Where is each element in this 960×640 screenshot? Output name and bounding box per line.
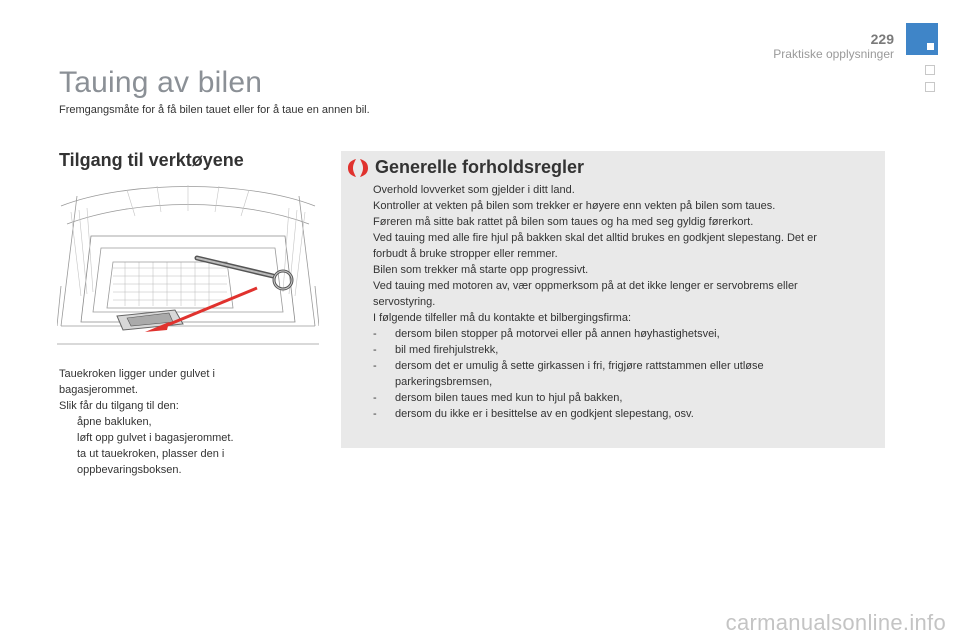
warning-case-text: dersom bilen taues med kun to hjul på bakken, xyxy=(395,392,623,404)
section-tab xyxy=(925,82,935,92)
warning-case-text: dersom du ikke er i besittelse av en godkjent slepestang, osv. xyxy=(395,408,694,420)
page-subtitle: Fremgangsmåte for å få bilen tauet eller for å taue en annen bil. xyxy=(59,104,370,116)
tools-step xyxy=(59,446,309,478)
warning-line: servostyring. xyxy=(373,296,436,308)
section-tab xyxy=(925,65,935,75)
warning-line: Føreren må sitte bak rattet på bilen som taues og ha med seg gyldig førerkort. xyxy=(373,216,754,228)
page-title: Tauing av bilen xyxy=(59,66,263,99)
bullet-icon xyxy=(59,446,77,478)
trunk-illustration-svg xyxy=(57,176,319,354)
tools-intro-line: bagasjerommet. xyxy=(59,384,138,396)
dash-marker: - xyxy=(373,408,377,420)
tools-step-text: oppbevaringsboksen. xyxy=(77,464,182,476)
tools-step xyxy=(59,414,309,430)
bullet-icon xyxy=(59,430,77,446)
dash-marker: - xyxy=(373,328,377,340)
warning-line: Bilen som trekker må starte opp progressivt. xyxy=(373,264,589,276)
warning-line: forbudt å bruke stropper eller remmer. xyxy=(373,248,558,260)
tools-intro-line: Slik får du tilgang til den: xyxy=(59,400,179,412)
dash-marker: - xyxy=(373,392,377,404)
warning-heading: Generelle forholdsregler xyxy=(375,157,585,177)
warning-icon xyxy=(347,158,369,178)
warning-line: Ved tauing med motoren av, vær oppmerksom på at det ikke lenger er servobrems eller xyxy=(373,280,798,292)
warning-case-text: parkeringsbremsen, xyxy=(395,376,493,388)
tools-step-text: ta ut tauekroken, plasser den i xyxy=(77,448,225,460)
tools-step-text: åpne bakluken, xyxy=(77,416,152,428)
warning-panel xyxy=(341,151,885,448)
warning-case xyxy=(373,342,878,358)
bullet-icon xyxy=(59,414,77,430)
warning-case-text: bil med firehjulstrekk, xyxy=(395,344,499,356)
warning-case xyxy=(373,390,878,406)
tow-hook-illustration xyxy=(197,258,292,289)
warning-text xyxy=(373,182,878,422)
warning-case xyxy=(373,326,878,342)
section-tab-active xyxy=(906,23,938,55)
warning-line: I følgende tilfeller må du kontakte et bilbergingsfirma: xyxy=(373,312,632,324)
tools-intro-line: Tauekroken ligger under gulvet i xyxy=(59,368,215,380)
page-number: 229 xyxy=(870,31,894,47)
section-label: Praktiske opplysninger xyxy=(773,47,894,61)
warning-case xyxy=(373,358,878,390)
tools-heading: Tilgang til verktøyene xyxy=(59,150,244,170)
warning-case-text: dersom det er umulig å sette girkassen i fri, frigjøre rattstammen eller utløse xyxy=(395,360,764,372)
warning-line: Kontroller at vekten på bilen som trekker er høyere enn vekten på bilen som taues. xyxy=(373,200,776,212)
trunk-illustration xyxy=(57,176,319,354)
watermark: carmanualsonline.info xyxy=(725,610,946,635)
tools-step xyxy=(59,430,309,446)
tools-text xyxy=(59,366,309,478)
warning-line: Overhold lovverket som gjelder i ditt land. xyxy=(373,184,575,196)
warning-case xyxy=(373,406,878,422)
tool-box-illustration xyxy=(117,310,183,330)
warning-line: Ved tauing med alle fire hjul på bakken skal det alltid brukes en godkjent slepestang. Det er xyxy=(373,232,817,244)
dash-marker: - xyxy=(373,344,377,356)
tools-step-text: løft opp gulvet i bagasjerommet. xyxy=(77,432,234,444)
dash-marker: - xyxy=(373,360,377,372)
warning-case-text: dersom bilen stopper på motorvei eller på annen høyhastighetsvei, xyxy=(395,328,720,340)
